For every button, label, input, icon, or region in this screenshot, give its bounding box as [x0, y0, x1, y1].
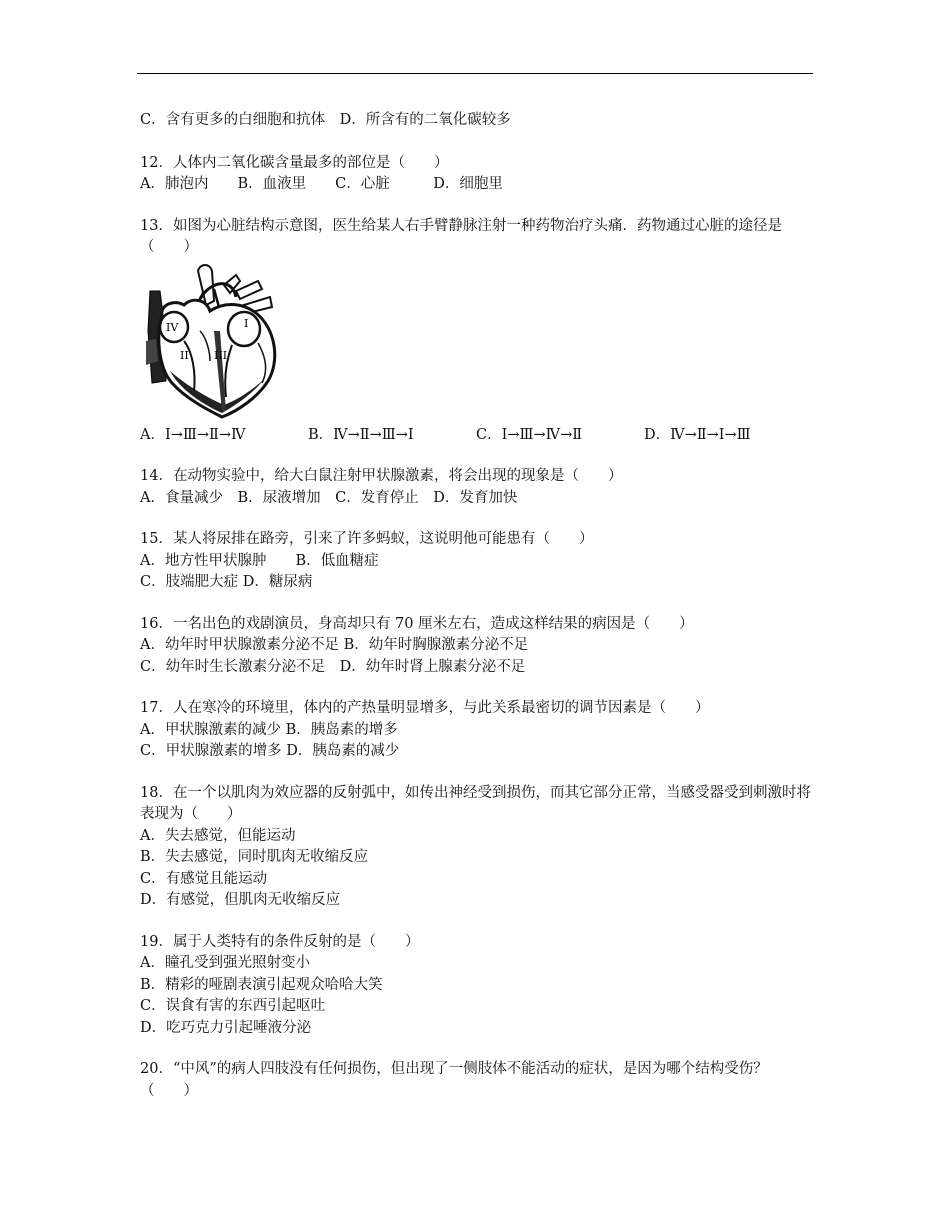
question-12 — [140, 153, 812, 196]
heart-figure — [140, 261, 285, 421]
option-d: D．吃巧克力引起唾液分泌 — [140, 1019, 312, 1036]
option-b: B．Ⅳ→Ⅱ→Ⅲ→Ⅰ — [308, 426, 414, 443]
question-16 — [140, 614, 812, 679]
question-stem: 16．一名出色的戏剧演员，身高却只有 70 厘米左右，造成这样结果的病因是（ ） — [140, 615, 694, 632]
option-row — [140, 425, 812, 447]
option-line: A．甲状腺激素的减少 B．胰岛素的增多 — [140, 721, 398, 738]
option-line: A．肺泡内 B．血液里 C．心脏 D．细胞里 — [140, 176, 503, 192]
option-c: C．Ⅰ→Ⅲ→Ⅳ→Ⅱ — [476, 426, 583, 443]
heart-diagram — [140, 261, 285, 421]
label-I: I — [244, 316, 249, 330]
option-line: C．甲状腺激素的增多 D．胰岛素的减少 — [140, 743, 400, 759]
question-19 — [140, 932, 812, 1040]
header-rule — [137, 73, 813, 74]
option-line: C．含有更多的白细胞和抗体 D．所含有的二氧化碳较多 — [140, 112, 511, 128]
question-stem: 18．在一个以肌肉为效应器的反射弧中，如传出神经受到损伤，而其它部分正常，当感受器受到刺激时将表现为（ ） — [140, 784, 811, 822]
question-20 — [140, 1059, 812, 1102]
question-17 — [140, 698, 812, 763]
option-line: A．地方性甲状腺肿 B．低血糖症 — [140, 552, 379, 569]
question-stem: 13．如图为心脏结构示意图，医生给某人右手臂静脉注射一种药物治疗头痛．药物通过心脏的途径是（ ） — [140, 217, 782, 255]
option-line: A．幼年时甲状腺激素分泌不足 B．幼年时胸腺激素分泌不足 — [140, 637, 529, 653]
question-stem: 20．“中风”的病人四肢没有任何损伤，但出现了一侧肢体不能活动的症状，是因为哪个结构受伤？（ ） — [140, 1061, 768, 1099]
option-line: A．食量减少 B．尿液增加 C．发育停止 D．发育加快 — [140, 489, 518, 506]
question-stem: 15．某人将尿排在路旁，引来了许多蚂蚁，这说明他可能患有（ ） — [140, 531, 594, 547]
option-a: A．失去感觉，但能运动 — [140, 827, 296, 844]
question-list — [140, 110, 812, 1122]
option-b: B．精彩的哑剧表演引起观众哈哈大笑 — [140, 976, 383, 993]
question-stem: 17．人在寒冷的环境里，体内的产热量明显增多，与此关系最密切的调节因素是（ ） — [140, 700, 710, 716]
option-c: C．误食有害的东西引起呕吐 — [140, 998, 326, 1014]
question-stem: 14．在动物实验中，给大白鼠注射甲状腺激素，将会出现的现象是（ ） — [140, 468, 623, 484]
question-11-continued — [140, 110, 812, 132]
option-a: A．瞳孔受到强光照射变小 — [140, 955, 310, 971]
question-18 — [140, 783, 812, 912]
question-stem: 19．属于人类特有的条件反射的是（ ） — [140, 933, 420, 950]
option-d: D．Ⅳ→Ⅱ→Ⅰ→Ⅲ — [644, 426, 751, 443]
option-line: C．幼年时生长激素分泌不足 D．幼年时肾上腺素分泌不足 — [140, 658, 526, 675]
option-c: C．有感觉且能运动 — [140, 870, 268, 887]
option-line: C．肢端肥大症 D．糖尿病 — [140, 574, 313, 590]
label-II: II — [180, 348, 189, 362]
question-14 — [140, 466, 812, 509]
option-d: D．有感觉，但肌肉无收缩反应 — [140, 892, 341, 908]
question-13 — [140, 216, 812, 447]
option-b: B．失去感觉，同时肌肉无收缩反应 — [140, 849, 369, 865]
question-15 — [140, 529, 812, 594]
label-III: III — [214, 348, 228, 362]
label-IV: IV — [166, 320, 179, 334]
question-stem: 12．人体内二氧化碳含量最多的部位是（ ） — [140, 154, 449, 171]
option-a: A．Ⅰ→Ⅲ→Ⅱ→Ⅳ — [140, 426, 246, 443]
